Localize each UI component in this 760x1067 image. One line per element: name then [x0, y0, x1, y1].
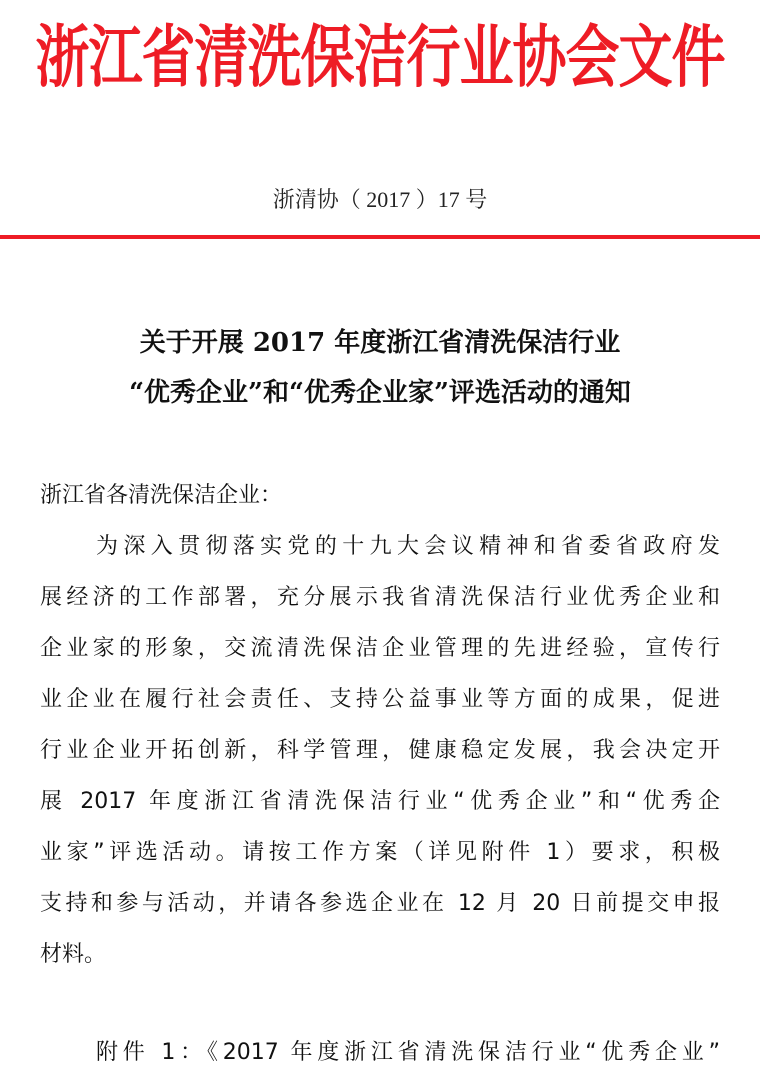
red-divider-line	[0, 235, 760, 239]
paragraph-line: 行业企业开拓创新，科学管理，健康稳定发展，我会决定开	[40, 738, 720, 763]
salutation: 浙江省各清洗保洁企业：	[40, 483, 283, 508]
paragraph-line: 展 2017 年度浙江省清洗保洁行业“优秀企业”和“优秀企	[40, 789, 720, 814]
paragraph-line: 业企业在履行社会责任、支持公益事业等方面的成果，促进	[40, 687, 720, 712]
notice-title-line-2: “优秀企业”和“优秀企业家”评选活动的通知	[129, 378, 631, 408]
notice-title-line-1: 关于开展 2017 年度浙江省清洗保洁行业	[139, 328, 621, 358]
attachment-line: 附件 1：《2017 年度浙江省清洗保洁行业“优秀企业”	[96, 1040, 720, 1065]
paragraph-line: 展经济的工作部署，充分展示我省清洗保洁行业优秀企业和	[40, 585, 720, 610]
paragraph-line: 企业家的形象，交流清洗保洁企业管理的先进经验，宣传行	[40, 636, 720, 661]
document-number: 浙清协（ 2017 ）17 号	[272, 187, 488, 212]
paragraph-line: 支持和参与活动，并请各参选企业在 12 月 20 日前提交申报	[40, 891, 720, 916]
paragraph-line: 材料。	[40, 942, 107, 967]
masthead-title: 浙江省清洗保洁行业协会文件	[35, 18, 725, 97]
paragraph-line: 业家”评选活动。请按工作方案（详见附件 1）要求，积极	[40, 840, 720, 865]
paragraph-line: 为深入贯彻落实党的十九大会议精神和省委省政府发	[96, 534, 720, 559]
